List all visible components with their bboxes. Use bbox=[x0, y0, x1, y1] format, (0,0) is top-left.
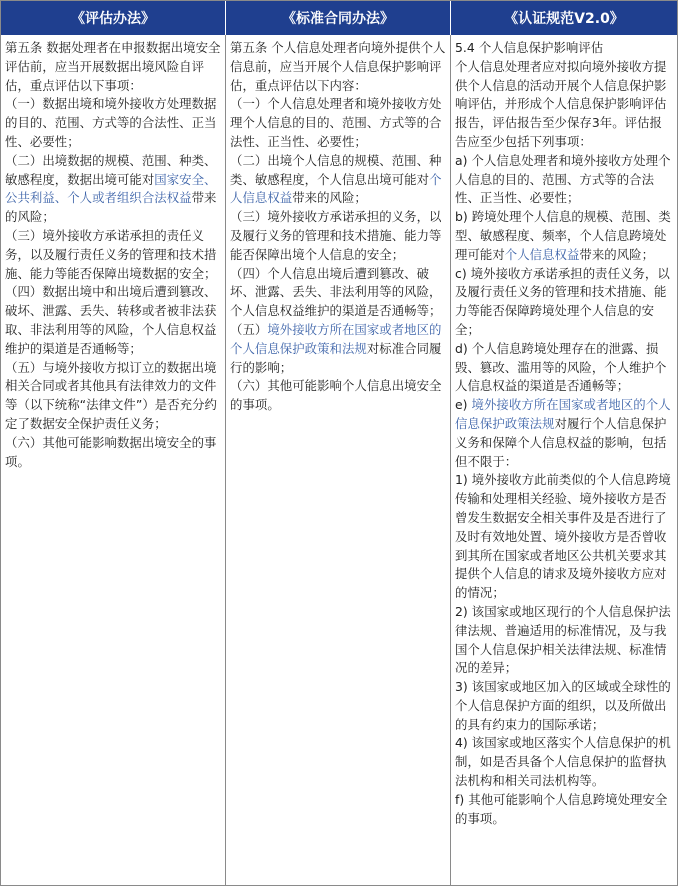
text-run: 4) 该国家或地区落实个人信息保护的机制，如是否具备个人信息保护的监督执法机构和相关司法机构等。 bbox=[455, 735, 671, 789]
text-run: （六）其他可能影响个人信息出境安全的事项。 bbox=[230, 378, 442, 413]
paragraph bbox=[5, 227, 221, 283]
paragraph bbox=[230, 208, 446, 264]
highlighted-text: 国家安全、公共利益、个人或者组织合法权益 bbox=[5, 171, 217, 206]
text-run: （三）境外接收方承诺承担的义务，以及履行义务的管理和技术措施、能力等能否保障出境个人信息的安全； bbox=[230, 209, 442, 262]
highlighted-text: 个人信息权益 bbox=[230, 171, 442, 206]
highlighted-text: 境外接收方所在国家或者地区的个人信息保护政策法规 bbox=[455, 397, 671, 431]
paragraph bbox=[455, 39, 673, 58]
paragraph bbox=[230, 321, 446, 377]
text-run: 5.4 个人信息保护影响评估 bbox=[455, 40, 604, 55]
paragraph bbox=[230, 95, 446, 151]
paragraph bbox=[5, 95, 221, 151]
text-run: 带来的风险； bbox=[579, 246, 655, 262]
paragraph bbox=[455, 678, 673, 734]
paragraph bbox=[5, 434, 221, 472]
paragraph bbox=[455, 734, 673, 790]
text-run: （二）出境个人信息的规模、范围、种类、敏感程度，个人信息出境可能对 bbox=[230, 152, 442, 187]
paragraph bbox=[455, 265, 673, 340]
text-run: （五）与境外接收方拟订立的数据出境相关合同或者其他具有法律效力的文件等（以下统称“法律文件”）是否充分约定了数据安全保护责任义务； bbox=[5, 359, 217, 431]
column-standard-contract-measures bbox=[226, 35, 451, 885]
text-run: （六）其他可能影响数据出境安全的事项。 bbox=[5, 434, 217, 469]
text-run: （一）数据出境和境外接收方处理数据的目的、范围、方式等的合法性、正当性、必要性； bbox=[5, 96, 217, 149]
text-run: b) 跨境处理个人信息的规模、范围、类型、敏感程度、频率，个人信息跨境处理可能对 bbox=[455, 209, 671, 262]
text-run: d) 个人信息跨境处理存在的泄露、损毁、篡改、滥用等的风险，个人维护个人信息权益的渠道是否通畅等； bbox=[455, 340, 667, 394]
paragraph bbox=[455, 471, 673, 603]
paragraph bbox=[230, 265, 446, 321]
text-run: （四）个人信息出境后遭到篡改、破坏、泄露、丢失、非法利用等的风险，个人信息权益维护的渠道是否通畅等； bbox=[230, 265, 442, 319]
paragraph bbox=[5, 359, 221, 434]
table-body-row bbox=[1, 35, 677, 885]
text-run: 带来的风险； bbox=[5, 190, 217, 225]
paragraph bbox=[230, 39, 446, 95]
highlighted-text: 个人信息权益 bbox=[504, 246, 580, 262]
text-run: 1) 境外接收方此前类似的个人信息跨境传输和处理相关经验、境外接收方是否曾发生数据安全相关事件及是否进行了及时有效地处置、境外接收方是否曾收到其所在国家或者地区公共机关要求其提供个人信息的请求及境外接收方应对的情况； bbox=[455, 472, 671, 601]
text-run: f) 其他可能影响个人信息跨境处理安全的事项。 bbox=[455, 791, 668, 826]
text-run: a) 个人信息处理者和境外接收方处理个人信息的目的、范围、方式等的合法性、正当性、必要性； bbox=[455, 152, 671, 206]
highlighted-text: 境外接收方所在国家或者地区的个人信息保护政策和法规 bbox=[230, 321, 442, 356]
text-run: （一）个人信息处理者和境外接收方处理个人信息的目的、范围、方式等的合法性、正当性、必要性； bbox=[230, 96, 442, 149]
header-certification-spec: 《认证规范V2.0》 bbox=[451, 1, 677, 35]
paragraph bbox=[455, 396, 673, 471]
paragraph bbox=[5, 283, 221, 358]
text-run: 第五条 个人信息处理者向境外提供个人信息前，应当开展个人信息保护影响评估，重点评估以下内容： bbox=[230, 40, 446, 93]
text-run: （四）数据出境中和出境后遭到篡改、破坏、泄露、丢失、转移或者被非法获取、非法利用等的风险，个人信息权益维护的渠道是否通畅等； bbox=[5, 284, 217, 356]
paragraph bbox=[230, 152, 446, 208]
header-evaluation-measures: 《评估办法》 bbox=[1, 1, 226, 35]
header-standard-contract-measures: 《标准合同办法》 bbox=[226, 1, 451, 35]
paragraph bbox=[455, 152, 673, 208]
paragraph bbox=[455, 340, 673, 396]
text-run: （五） bbox=[230, 321, 268, 337]
column-certification-spec bbox=[451, 35, 677, 885]
text-run: 个人信息处理者应对拟向境外接收方提供个人信息的活动开展个人信息保护影响评估，并形成个人信息保护影响评估报告，评估报告至少保存3年。评估报告应至少包括下列事项： bbox=[455, 58, 667, 149]
paragraph bbox=[5, 39, 221, 95]
paragraph bbox=[455, 791, 673, 829]
text-run: c) 境外接收方承诺承担的责任义务，以及履行责任义务的管理和技术措施、能力等能否保障跨境处理个人信息的安全； bbox=[455, 265, 670, 337]
text-run: e) bbox=[455, 397, 472, 413]
paragraph bbox=[5, 152, 221, 227]
text-run: 带来的风险； bbox=[292, 190, 367, 206]
text-run: 2) 该国家或地区现行的个人信息保护法律法规、普遍适用的标准情况，及与我国个人信息保护相关法律法规、标准情况的差异； bbox=[455, 603, 671, 676]
text-run: 3) 该国家或地区加入的区域或全球性的个人信息保护方面的组织，以及所做出的具有约束力的国际承诺； bbox=[455, 679, 671, 732]
text-run: 对履行个人信息保护义务和保障个人信息权益的影响，包括但不限于： bbox=[455, 415, 667, 469]
text-run: （二）出境数据的规模、范围、种类、敏感程度，数据出境可能对 bbox=[5, 152, 217, 187]
paragraph bbox=[455, 58, 673, 152]
text-run: （三）境外接收方承诺承担的责任义务，以及履行责任义务的管理和技术措施、能力等能否保障出境数据的安全； bbox=[5, 227, 217, 281]
paragraph bbox=[230, 377, 446, 415]
column-evaluation-measures bbox=[1, 35, 226, 885]
paragraph bbox=[455, 603, 673, 678]
text-run: 对标准合同履行的影响； bbox=[230, 340, 442, 375]
table-header-row bbox=[1, 1, 677, 35]
text-run: 第五条 数据处理者在申报数据出境安全评估前，应当开展数据出境风险自评估，重点评估以下事项： bbox=[5, 40, 221, 93]
paragraph bbox=[455, 208, 673, 264]
